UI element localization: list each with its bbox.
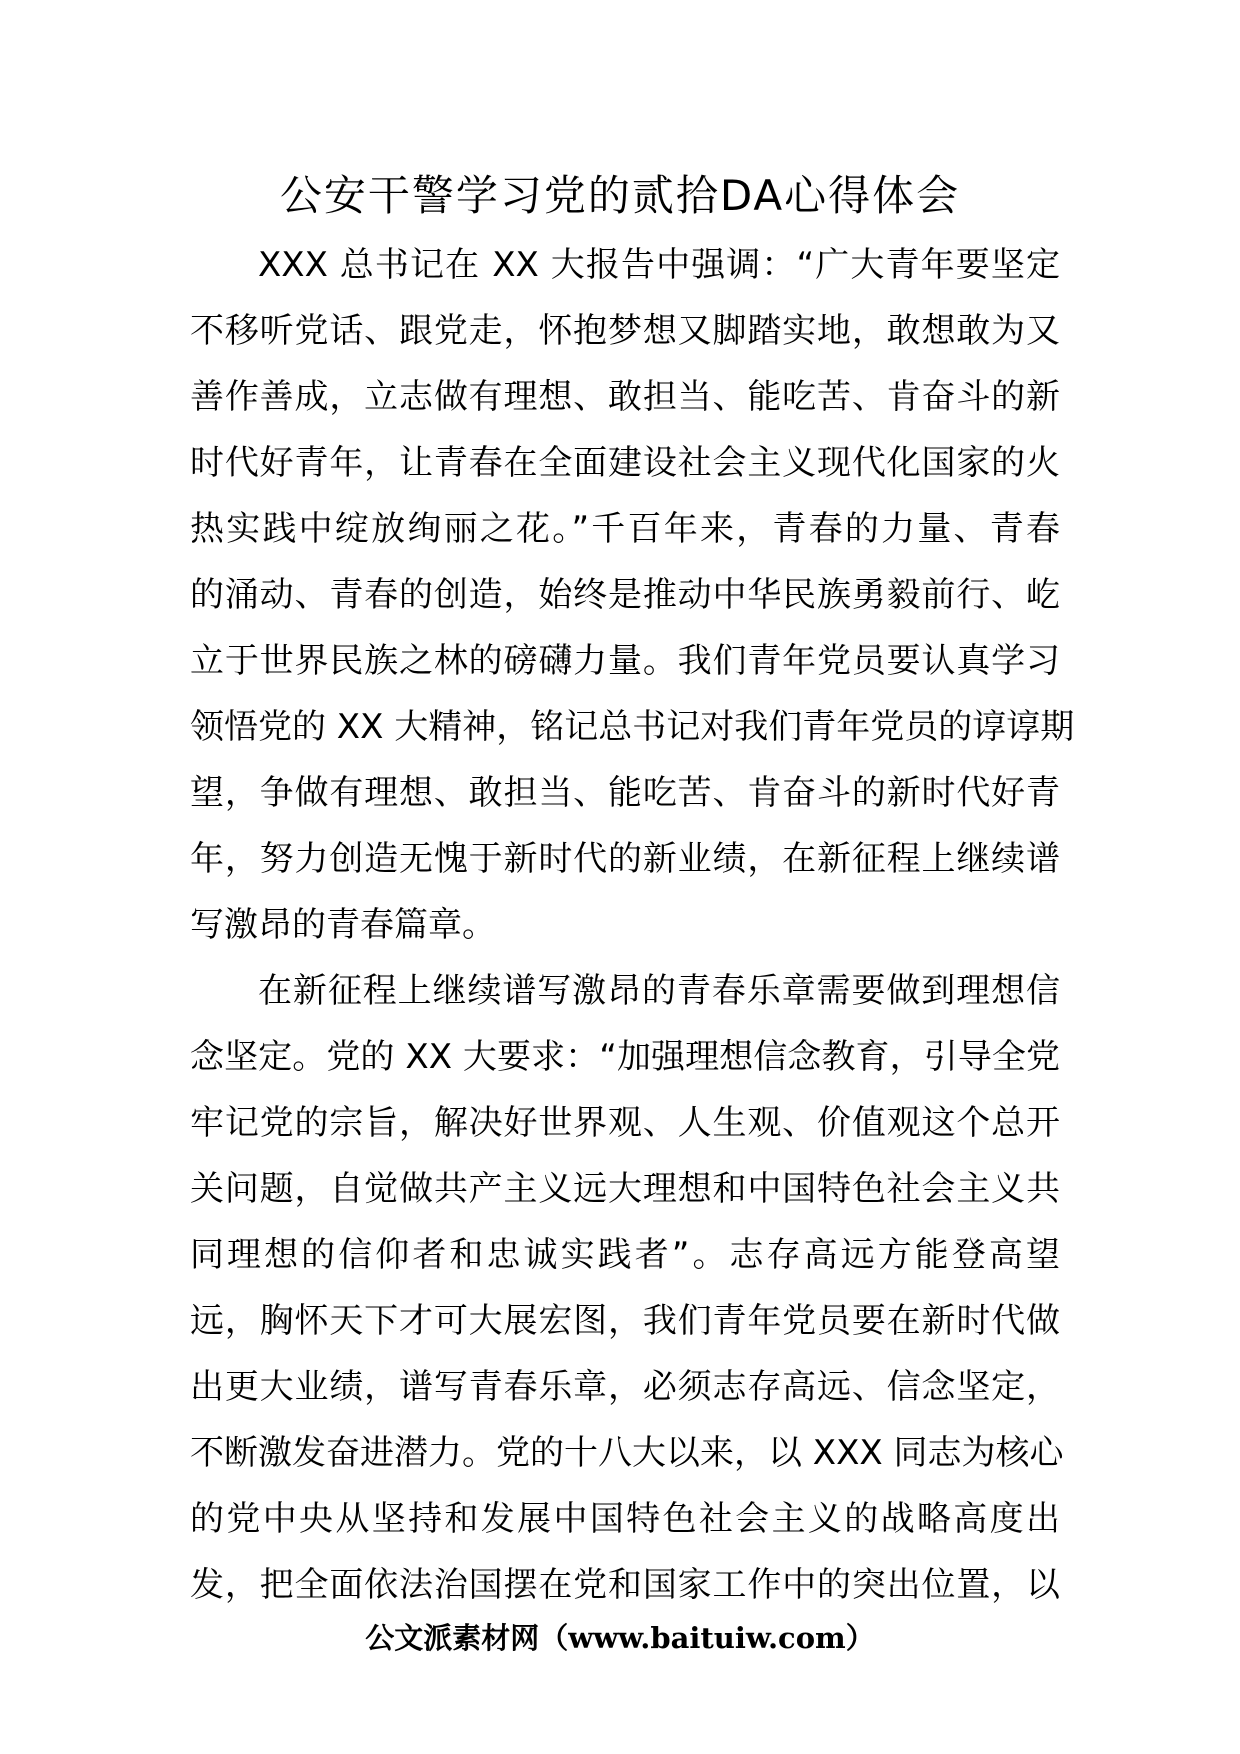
text-line: 时代好青年，让青春在全面建设社会主义现代化国家的火	[190, 443, 1060, 483]
text-line: 发，把全面依法治国摆在党和国家工作中的突出位置，以	[190, 1565, 1060, 1605]
document-title: 公安干警学习党的贰拾DA心得体会	[279, 171, 961, 220]
text-line: 的党中央从坚持和发展中国特色社会主义的战略高度出	[190, 1499, 1060, 1539]
text-line: 年，努力创造无愧于新时代的新业绩，在新征程上继续谱	[190, 839, 1060, 879]
text-line: 的涌动、青春的创造，始终是推动中华民族勇毅前行、屹	[190, 575, 1060, 615]
text-line: 在新征程上继续谱写激昂的青春乐章需要做到理想信	[258, 971, 1060, 1011]
text-line: XXX 总书记在 XX 大报告中强调：“广大青年要坚定	[258, 245, 1060, 285]
paragraph-1	[190, 232, 1075, 958]
document-body	[190, 232, 1075, 1618]
text-line: 远，胸怀天下才可大展宏图，我们青年党员要在新时代做	[190, 1301, 1060, 1341]
text-line: 出更大业绩，谱写青春乐章，必须志存高远、信念坚定，	[190, 1367, 1060, 1407]
text-line: 牢记党的宗旨，解决好世界观、人生观、价值观这个总开	[190, 1103, 1060, 1143]
text-line: 同理想的信仰者和忠诚实践者”。志存高远方能登高望	[190, 1235, 1060, 1275]
page-footer: 公文派素材网（www.baituiw.com）	[365, 1621, 875, 1655]
text-line: 善作善成，立志做有理想、敢担当、能吃苦、肯奋斗的新	[190, 377, 1060, 417]
text-line: 立于世界民族之林的磅礴力量。我们青年党员要认真学习	[190, 641, 1060, 681]
paragraph-2	[190, 958, 1064, 1618]
text-line: 不断激发奋进潜力。党的十八大以来，以 XXX 同志为核心	[190, 1433, 1064, 1473]
text-line: 关问题，自觉做共产主义远大理想和中国特色社会主义共	[190, 1169, 1060, 1209]
text-line: 写激昂的青春篇章。	[190, 905, 496, 945]
text-line: 不移听党话、跟党走，怀抱梦想又脚踏实地，敢想敢为又	[190, 311, 1060, 351]
text-line: 念坚定。党的 XX 大要求：“加强理想信念教育，引导全党	[190, 1037, 1060, 1077]
text-line: 领悟党的 XX 大精神，铭记总书记对我们青年党员的谆谆期	[190, 707, 1075, 747]
text-line: 望，争做有理想、敢担当、能吃苦、肯奋斗的新时代好青	[190, 773, 1060, 813]
text-line: 热实践中绽放绚丽之花。”千百年来，青春的力量、青春	[190, 509, 1060, 549]
